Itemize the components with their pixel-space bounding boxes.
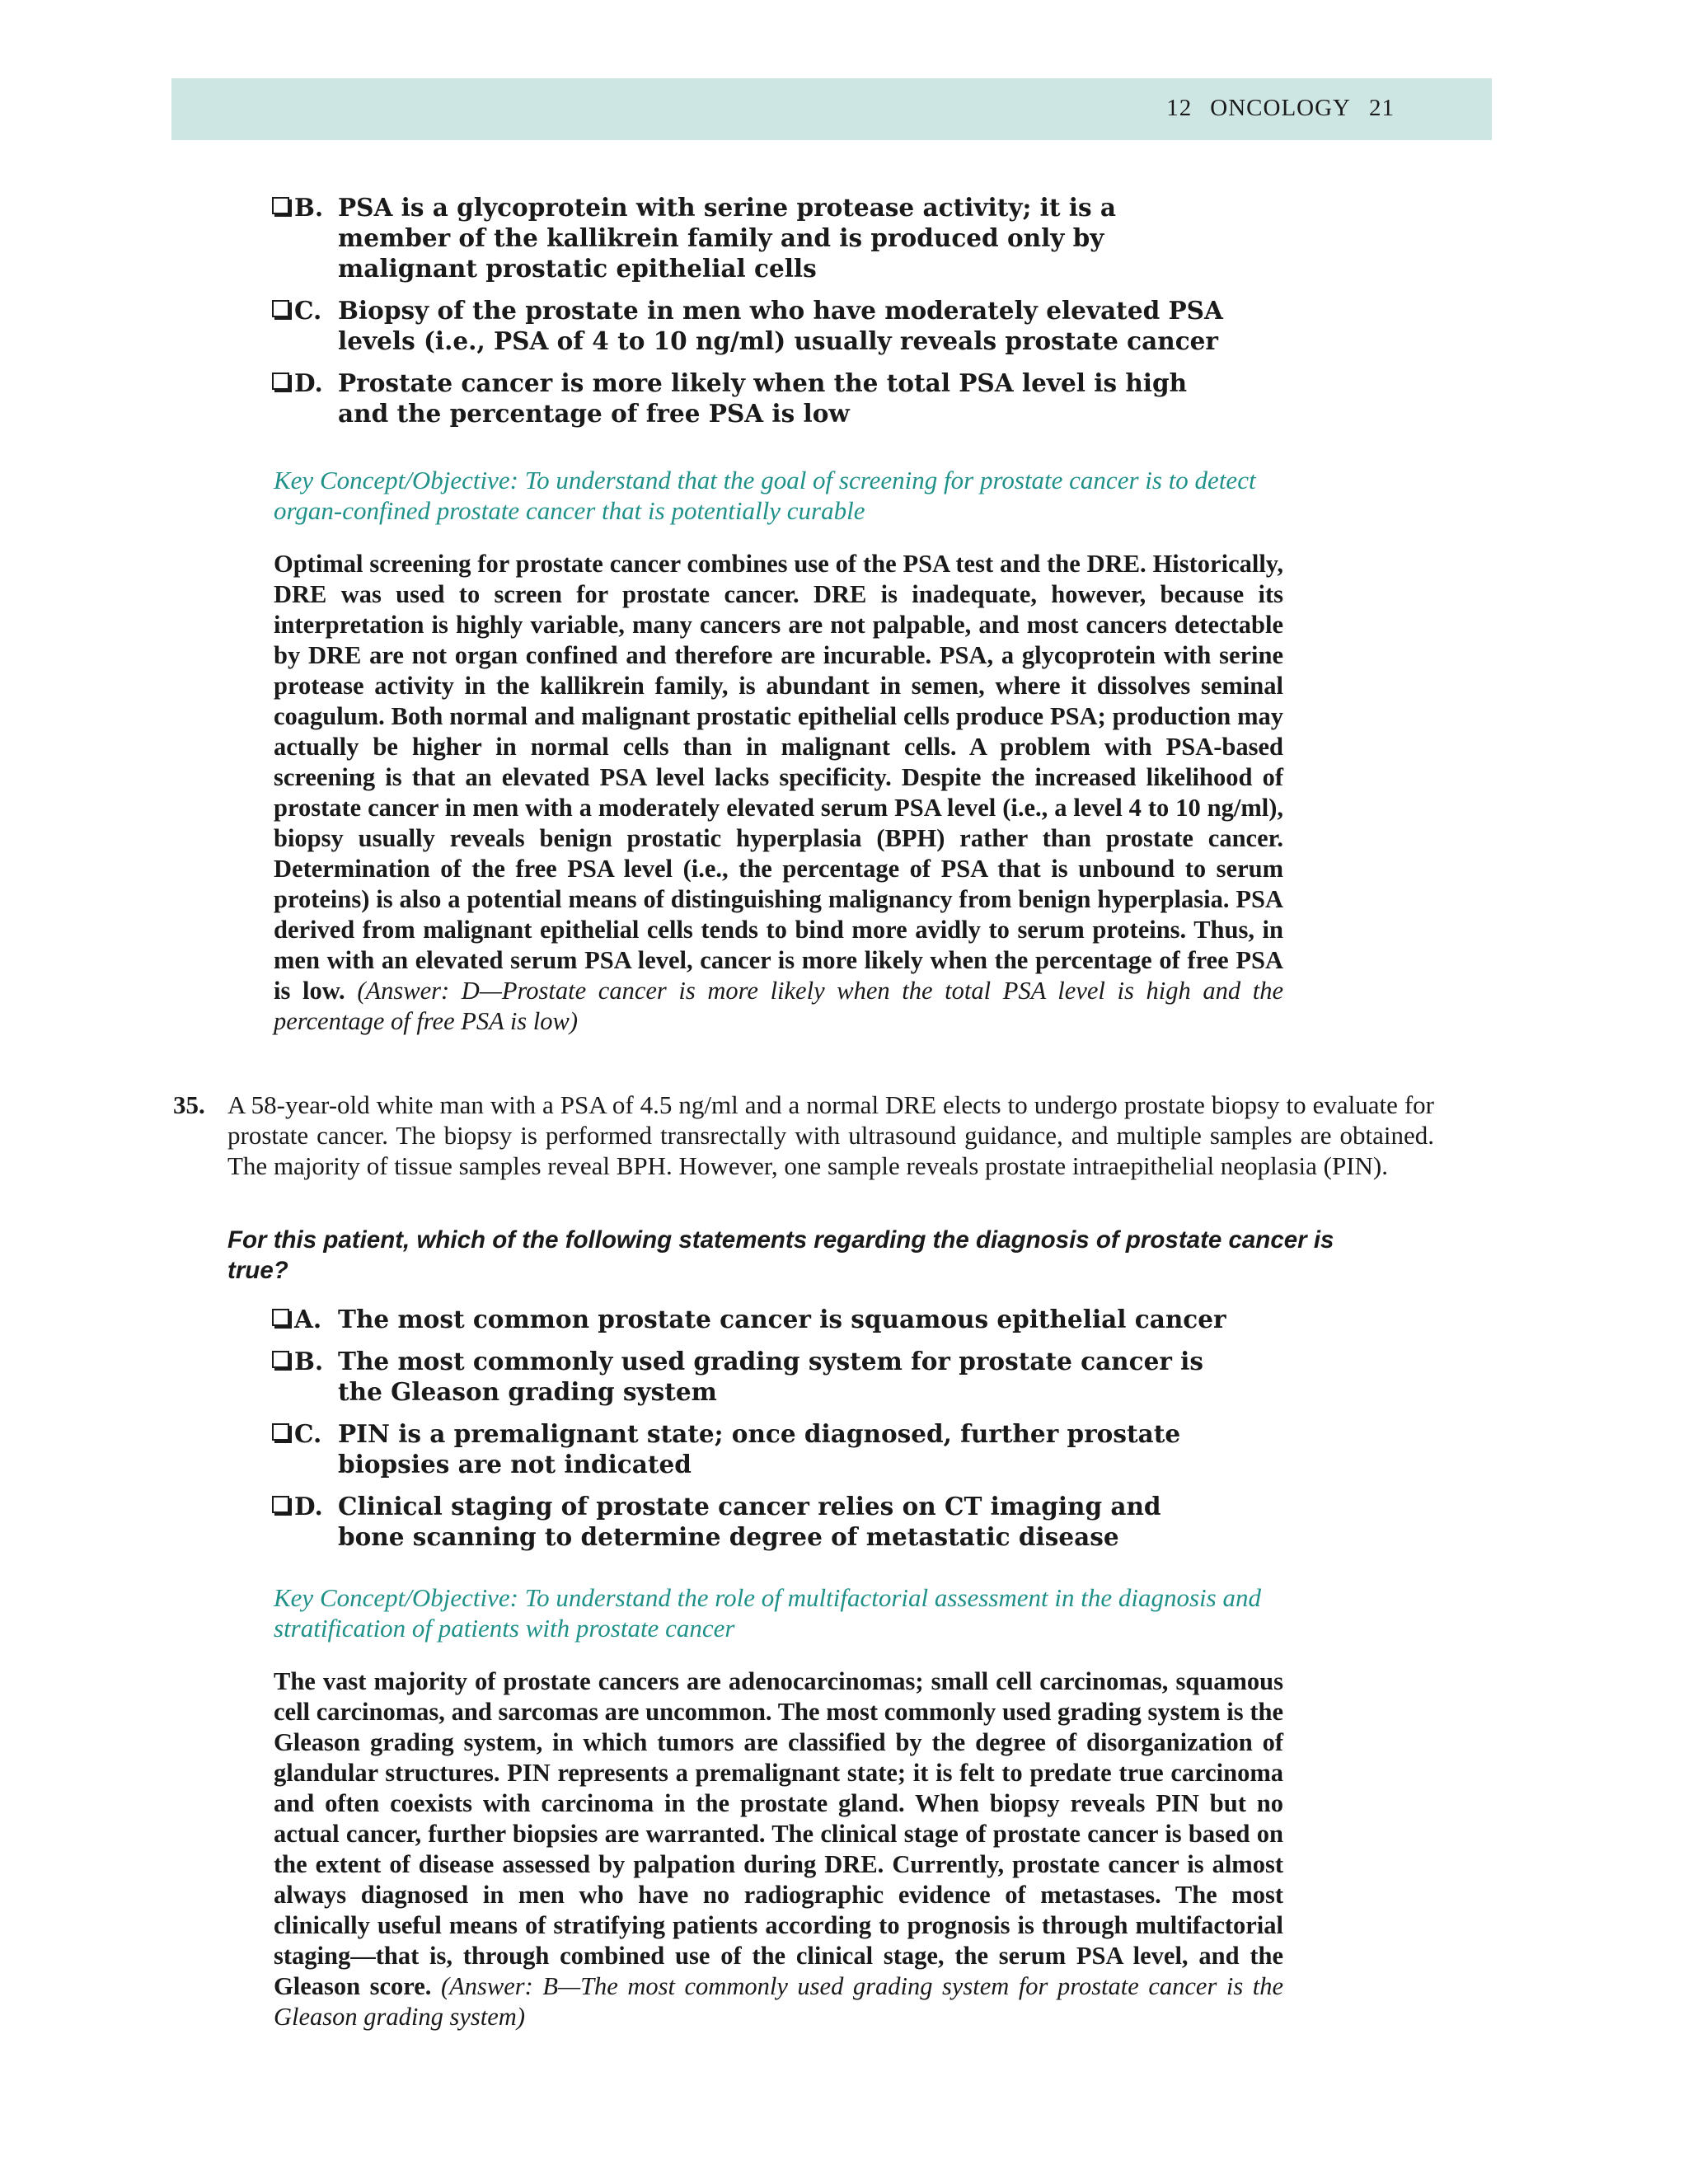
q35-option-b-marker [272,1346,323,1376]
q34-option-c-marker [272,295,321,326]
q35-explanation [274,1666,1283,2032]
q35-option-a[interactable] [272,1304,1228,1334]
page-number: 21 [1369,95,1395,121]
q34-option-b-letter: B. [294,193,324,222]
checkbox-icon[interactable] [272,300,289,317]
q35-option-d[interactable] [272,1491,1228,1552]
checkbox-icon[interactable] [272,197,289,214]
q34-option-d[interactable] [272,368,1228,429]
q34-option-c[interactable] [272,295,1228,356]
q35-option-b[interactable] [272,1346,1228,1407]
q35-option-d-letter: D. [294,1492,323,1521]
checkbox-icon[interactable] [272,1496,289,1513]
q34-key-concept: Key Concept/Objective: To understand that the goal of screening for prostate cancer is to detect organ-confined prostate cancer that is potentially curable [274,466,1256,525]
q35-number: 35. [173,1090,205,1119]
q35-option-b-letter: B. [294,1347,324,1376]
q34-explanation [274,549,1283,1037]
q34-explanation-text: Optimal screening for prostate cancer combines use of the PSA test and the DRE. Historically, DRE was used to screen for prostate cancer. DRE is inadequate, however, because its interpretation is highly variable, many cancers are not palpable, and most cancers detectable by DRE are not organ confined and therefore are incurable. PSA, a glycoprotein with serine protease activity in the kallikrein family, is abundant in semen, where it dissolves seminal coagulum. Both normal and malignant prostatic epithelial cells produce PSA; production may actually be higher in normal cells than in malignant cells. A problem with PSA-based screening is that an elevated PSA level lacks specificity. Despite the increased likelihood of prostate cancer in men with a moderately elevated serum PSA level (i.e., a level 4 to 10 ng/ml), biopsy usually reveals benign prostatic hyperplasia (BPH) rather than prostate cancer. Determination of the free PSA level (i.e., the percentage of PSA that is unbound to serum proteins) is also a potential means of distinguishing malignancy from benign hyperplasia. PSA derived from malignant epithelial cells tends to bind more avidly to serum proteins. Thus, in men with an elevated serum PSA level, cancer is more likely when the percentage of free PSA is low. [274,550,1283,1005]
q35-key-concept: Key Concept/Objective: To understand the role of multifactorial assessment in the diagnosis and stratification of patients with prostate cancer [274,1583,1261,1643]
q34-options [272,192,1228,440]
checkbox-icon[interactable] [272,1351,289,1368]
checkbox-icon[interactable] [272,373,289,390]
q35-option-c-marker [272,1418,321,1449]
q34-option-c-text: Biopsy of the prostate in men who have moderately elevated PSA levels (i.e., PSA of 4 to 10 ng/ml) usually reveals prostate cancer [338,296,1223,355]
checkbox-icon[interactable] [272,1423,289,1441]
q34-option-d-marker [272,368,323,398]
q35-options [272,1304,1228,1563]
chapter-number: 12 [1166,95,1193,121]
q35-option-a-marker [272,1304,321,1334]
q34-option-b-marker [272,192,323,223]
q35-option-c-text: PIN is a premalignant state; once diagnosed, further prostate biopsies are not indicated [338,1419,1181,1479]
chapter-title: ONCOLOGY [1210,95,1351,121]
q35-explanation-text: The vast majority of prostate cancers are adenocarcinomas; small cell carcinomas, squamous cell carcinomas, and sarcomas are uncommon. The most commonly used grading system is the Gleason grading system, in which tumors are classified by the degree of disorganization of glandular structures. PIN represents a premalignant state; it is felt to predate true carcinoma and often coexists with carcinoma in the prostate gland. When biopsy reveals PIN but no actual cancer, further biopsies are warranted. The clinical stage of prostate cancer is based on the extent of disease assessed by palpation during DRE. Currently, prostate cancer is almost always diagnosed in men who have no radiographic evidence of metastases. The most clinically useful means of stratifying patients according to prognosis is through multifactorial staging—that is, through combined use of the clinical stage, the serum PSA level, and the Gleason score. [274,1667,1283,2000]
q35-stem [173,1090,1434,1181]
q34-option-b[interactable] [272,192,1228,284]
q35-option-b-text: The most commonly used grading system for prostate cancer is the Gleason grading system [338,1347,1203,1406]
q35-answer: (Answer: B—The most commonly used grading system for prostate cancer is the Gleason grading system) [274,1972,1284,2031]
checkbox-icon[interactable] [272,1309,289,1326]
q34-option-b-text: PSA is a glycoprotein with serine protease activity; it is a member of the kallikrein family and is produced only by malignant prostatic epithelial cells [338,193,1116,283]
running-header-band [171,78,1492,140]
q35-option-a-letter: A. [294,1305,322,1333]
q35-option-c-letter: C. [294,1419,322,1448]
q34-answer: (Answer: D—Prostate cancer is more likely when the total PSA level is high and the percentage of free PSA is low) [274,977,1283,1035]
running-head [1166,95,1395,122]
q35-prompt: For this patient, which of the following statements regarding the diagnosis of prostate cancer is true? [227,1226,1334,1284]
q34-option-c-letter: C. [294,296,322,325]
q35-option-d-marker [272,1491,323,1521]
q34-option-d-letter: D. [294,368,323,397]
q35-option-a-text: The most common prostate cancer is squamous epithelial cancer [338,1305,1226,1333]
q34-option-d-text: Prostate cancer is more likely when the total PSA level is high and the percentage of free PSA is low [338,368,1188,428]
q35-option-c[interactable] [272,1418,1228,1479]
q35-stem-text: A 58-year-old white man with a PSA of 4.5 ng/ml and a normal DRE elects to undergo prostate biopsy to evaluate for prostate cancer. The biopsy is performed transrectally with ultrasound guidance, and multiple samples are obtained. The majority of tissue samples reveal BPH. However, one sample reveals prostate intraepithelial neoplasia (PIN). [227,1090,1434,1180]
q35-option-d-text: Clinical staging of prostate cancer relies on CT imaging and bone scanning to determine degree of metastatic disease [338,1492,1161,1551]
